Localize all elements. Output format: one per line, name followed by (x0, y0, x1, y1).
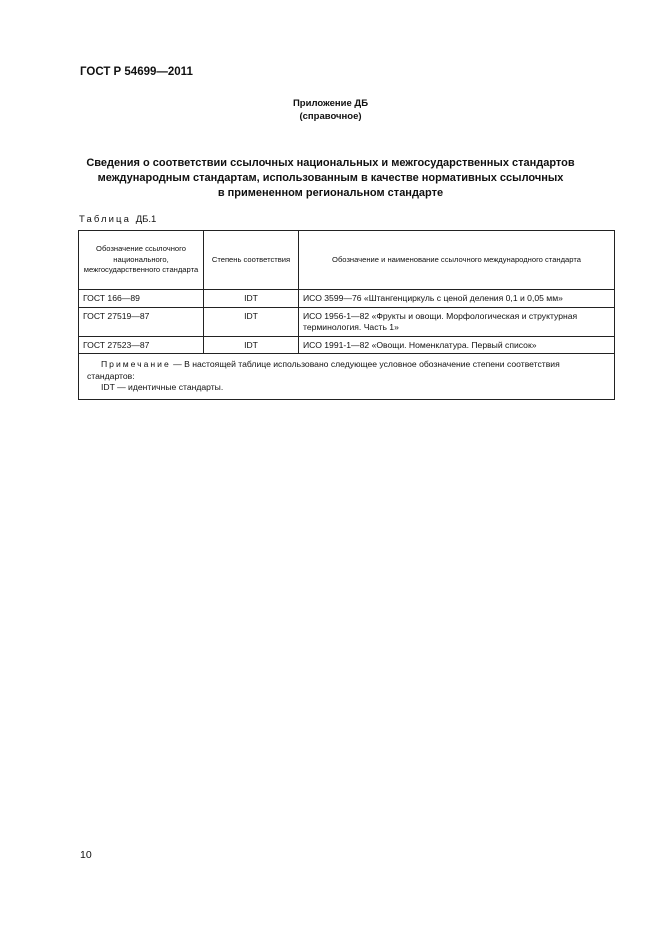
page-number: 10 (80, 849, 92, 861)
cell-national-standard: ГОСТ 27523—87 (79, 336, 204, 354)
table-caption-number: ДБ.1 (135, 214, 157, 225)
table-caption (79, 214, 156, 225)
note-label: Примечание (101, 359, 171, 369)
table-row (79, 336, 615, 354)
cell-degree: IDT (204, 307, 299, 336)
table-row (79, 290, 615, 308)
cell-international-standard: ИСО 3599—76 «Штангенциркуль с ценой деления 0,1 и 0,05 мм» (299, 290, 615, 308)
cell-international-standard: ИСО 1991-1—82 «Овощи. Номенклатура. Первый список» (299, 336, 615, 354)
column-header-national-standard: Обозначение ссылочного национального, межгосударственного стандарта (79, 231, 204, 290)
note-text: — В настоящей таблице использовано следующее условное обозначение степени соответствия стандартов: (87, 359, 560, 381)
cell-national-standard: ГОСТ 27519—87 (79, 307, 204, 336)
table-row (79, 307, 615, 336)
table-header-row (79, 231, 615, 290)
heading-line-1: Сведения о соответствии ссылочных национальных и межгосударственных стандартов (86, 157, 575, 169)
document-code: ГОСТ Р 54699—2011 (80, 66, 193, 78)
appendix-title: Приложение ДБ (292, 98, 369, 109)
cell-degree: IDT (204, 290, 299, 308)
table-note (79, 354, 615, 400)
note-line-2: IDT — идентичные стандарты. (101, 382, 224, 392)
table-caption-prefix: Таблица (79, 214, 131, 225)
appendix-type: (справочное) (299, 111, 362, 122)
heading-line-2: международным стандартам, использованным в качестве нормативных ссылочных (97, 172, 564, 184)
section-heading (70, 156, 591, 201)
cell-national-standard: ГОСТ 166—89 (79, 290, 204, 308)
cell-international-standard: ИСО 1956-1—82 «Фрукты и овощи. Морфологическая и структурная терминология. Часть 1» (299, 307, 615, 336)
column-header-degree: Степень соответствия (204, 231, 299, 290)
correspondence-table (78, 230, 615, 400)
cell-degree: IDT (204, 336, 299, 354)
heading-line-3: в примененном региональном стандарте (217, 187, 444, 199)
table-note-row (79, 354, 615, 400)
column-header-international-standard: Обозначение и наименование ссылочного международного стандарта (299, 231, 615, 290)
